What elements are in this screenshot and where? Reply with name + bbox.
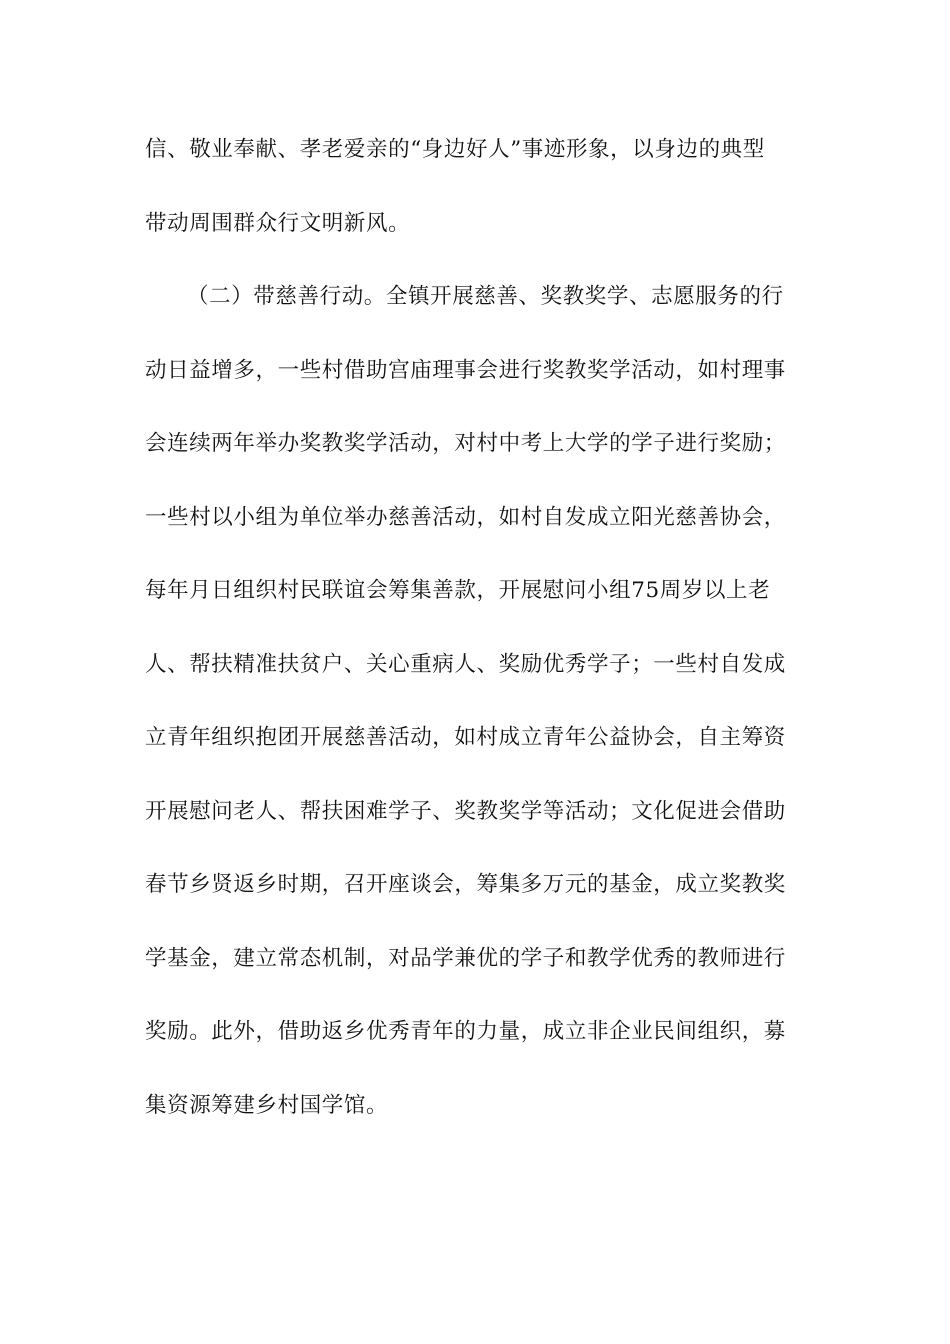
text-line: 动日益增多，一些村借助宫庙理事会进行奖教奖学活动，如村理事 bbox=[145, 357, 786, 383]
text-line: 一些村以小组为单位举办慈善活动，如村自发成立阳光慈善协会， bbox=[145, 504, 786, 530]
text-line: 会连续两年举办奖教奖学活动，对村中考上大学的学子进行奖励； bbox=[145, 431, 786, 456]
text-line: 每年月日组织村民联谊会筹集善款，开展慰问小组75周岁以上老 bbox=[145, 578, 771, 603]
text-line: 人、帮扶精准扶贫户、关心重病人、奖励优秀学子；一些村自发成 bbox=[145, 651, 786, 677]
text-line: 奖励。此外，借助返乡优秀青年的力量，成立非企业民间组织，募 bbox=[145, 1019, 786, 1044]
text-line: 春节乡贤返乡时期，召开座谈会，筹集多万元的基金，成立奖教奖 bbox=[145, 872, 786, 897]
text-line: 立青年组织抱团开展慈善活动，如村成立青年公益协会，自主筹资 bbox=[145, 725, 786, 750]
body-text bbox=[145, 128, 805, 1157]
text-line: 开展慰问老人、帮扶困难学子、奖教奖学等活动；文化促进会借助 bbox=[145, 798, 786, 824]
text-line: 集资源筹建乡村国学馆。 bbox=[145, 1092, 389, 1118]
text-line: 学基金，建立常态机制，对品学兼优的学子和教学优秀的教师进行 bbox=[145, 945, 786, 971]
section-heading-line: （二）带慈善行动。全镇开展慈善、奖教奖学、志愿服务的行 bbox=[187, 284, 784, 309]
text-line: 信、敬业奉献、孝老爱亲的“身边好人”事迹形象，以身边的典型 bbox=[145, 137, 765, 162]
text-line: 带动周围群众行文明新风。 bbox=[145, 210, 411, 236]
